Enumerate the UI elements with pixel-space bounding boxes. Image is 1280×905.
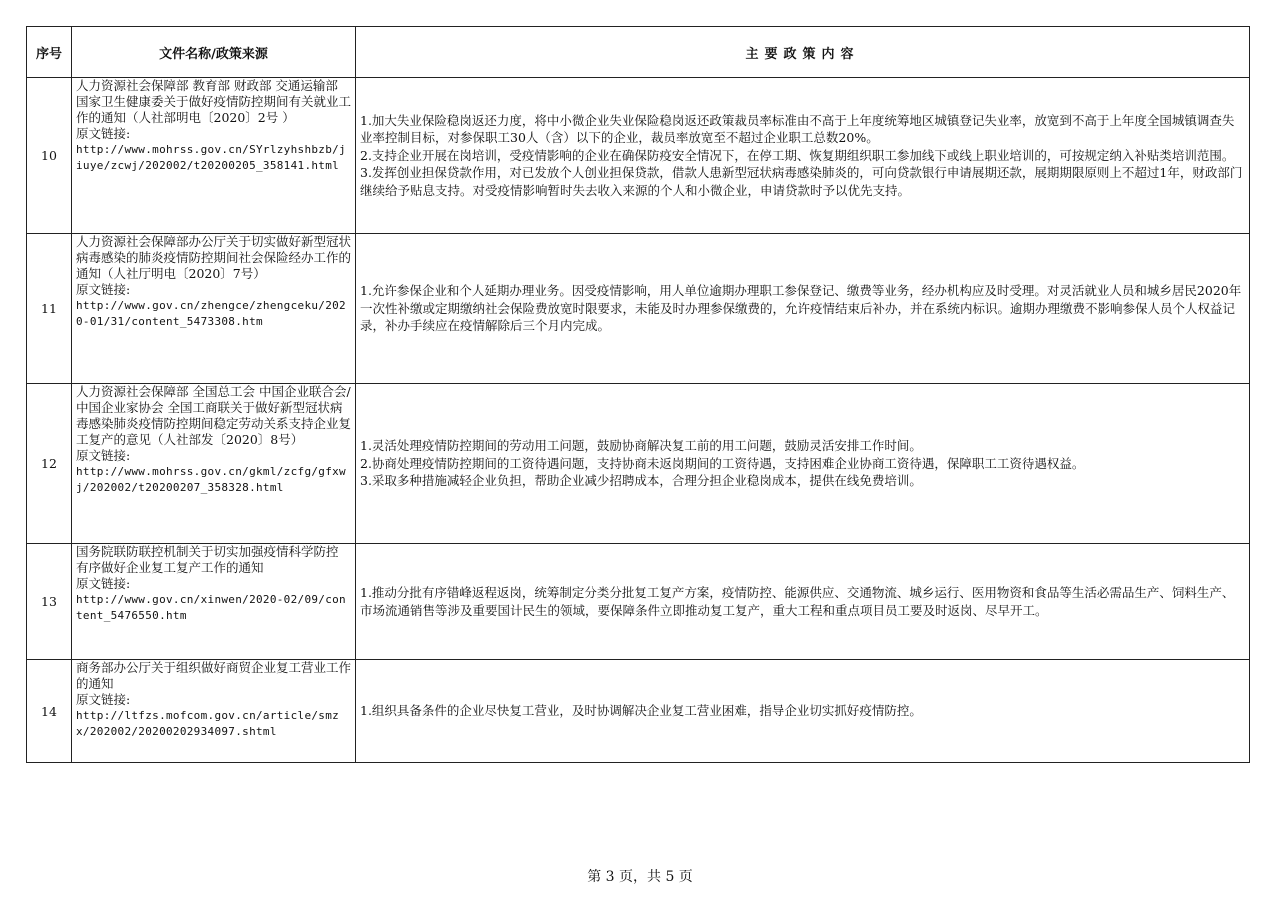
source-link-label: 原文链接: [76,282,131,297]
document-title: 商务部办公厅关于组织做好商贸企业复工营业工作的通知 [76,660,352,691]
policy-item: 3.采取多种措施减轻企业负担，帮助企业减少招聘成本，合理分担企业稳岗成本，提供在线免费培训。 [360,473,922,489]
policy-item: 1.允许参保企业和个人延期办理业务。因受疫情影响，用人单位逾期办理职工参保登记、缴费等业务，经办机构应及时受理。对灵活就业人员和城乡居民2020年一次性补缴或定期缴纳社会保险费放宽时限要求，未能及时办理参保缴费的，允许疫情结束后补办，并在系统内标识。逾期办理缴费不影响参保人员个人权益记录，补办手续应在疫情解除后三个月内完成。 [360,283,1242,334]
row-number: 13 [27,544,72,660]
source-cell [72,544,356,660]
source-link[interactable]: http://ltfzs.mofcom.gov.cn/article/smzx/202002/20200202934097.shtml [76,709,340,738]
source-cell [72,660,356,763]
document-title: 人力资源社会保障部 教育部 财政部 交通运输部 国家卫生健康委关于做好疫情防控期间有关就业工作的通知（人社部明电〔2020〕2号 ） [76,78,352,125]
source-link[interactable]: http://www.gov.cn/zhengce/zhengceku/2020-01/31/content_5473308.htm [76,299,346,328]
row-number: 14 [27,660,72,763]
policy-item: 1.组织具备条件的企业尽快复工营业，及时协调解决企业复工营业困难，指导企业切实抓好疫情防控。 [360,703,922,719]
source-link-label: 原文链接: [76,692,131,707]
document-title: 国务院联防联控机制关于切实加强疫情科学防控 有序做好企业复工复产工作的通知 [76,544,339,575]
table-header-row [27,27,1250,78]
policy-table [26,26,1250,763]
policy-item: 2.协商处理疫情防控期间的工资待遇问题，支持协商未返岗期间的工资待遇，支持困难企业协商工资待遇，保障职工工资待遇权益。 [360,455,1085,471]
source-link[interactable]: http://www.mohrss.gov.cn/gkml/zcfg/gfxwj/202002/t20200207_358328.html [76,465,346,494]
source-cell [72,78,356,234]
header-content: 主要政策内容 [356,27,1250,78]
policy-item: 3.发挥创业担保贷款作用，对已发放个人创业担保贷款，借款人患新型冠状病毒感染肺炎的，可向贷款银行申请展期还款，展期期限原则上不超过1年，财政部门继续给予贴息支持。对受疫情影响暂时失去收入来源的个人和小微企业，申请贷款时予以优先支持。 [360,165,1243,198]
document-title: 人力资源社会保障部 全国总工会 中国企业联合会/中国企业家协会 全国工商联关于做好新型冠状病毒感染肺炎疫情防控期间稳定劳动关系支持企业复工复产的意见（人社部发〔2020〕8号） [76,384,352,447]
content-cell [356,78,1250,234]
row-number: 12 [27,384,72,544]
content-cell [356,544,1250,660]
table-row [27,544,1250,660]
content-cell [356,234,1250,384]
policy-item: 1.灵活处理疫情防控期间的劳动用工问题，鼓励协商解决复工前的用工问题，鼓励灵活安排工作时间。 [360,438,922,454]
source-link[interactable]: http://www.mohrss.gov.cn/SYrlzyhshbzb/jiuye/zcwj/202002/t20200205_358141.html [76,143,346,172]
policy-item: 1.推动分批有序错峰返程返岗，统筹制定分类分批复工复产方案，疫情防控、能源供应、交通物流、城乡运行、医用物资和食品等生活必需品生产、饲料生产、市场流通销售等涉及重要国计民生的领域，要保障条件立即推动复工复产，重大工程和重点项目员工要及时返岗、尽早开工。 [360,585,1235,618]
policy-item: 2.支持企业开展在岗培训，受疫情影响的企业在确保防疫安全情况下，在停工期、恢复期组织职工参加线下或线上职业培训的，可按规定纳入补贴类培训范围。 [360,147,1235,163]
row-number: 11 [27,234,72,384]
source-cell [72,384,356,544]
table-row [27,78,1250,234]
row-number: 10 [27,78,72,234]
source-cell [72,234,356,384]
source-link-label: 原文链接: [76,126,131,141]
content-cell [356,384,1250,544]
source-link-label: 原文链接: [76,448,131,463]
document-title: 人力资源社会保障部办公厅关于切实做好新型冠状病毒感染的肺炎疫情防控期间社会保险经办工作的通知（人社厅明电〔2020〕7号） [76,234,352,281]
content-cell [356,660,1250,763]
page-footer: 第 3 页，共 5 页 [587,869,693,885]
table-row [27,234,1250,384]
policy-item: 1.加大失业保险稳岗返还力度，将中小微企业失业保险稳岗返还政策裁员率标准由不高于上年度统筹地区城镇登记失业率，放宽到不高于上年度全国城镇调查失业率控制目标，对参保职工30人（含）以下的企业，裁员率放宽至不超过企业职工总数20%。 [360,112,1235,146]
table-row [27,384,1250,544]
header-source: 文件名称/政策来源 [72,27,356,78]
source-link-label: 原文链接: [76,576,131,591]
header-number: 序号 [27,27,72,78]
table-row [27,660,1250,763]
source-link[interactable]: http://www.gov.cn/xinwen/2020-02/09/content_5476550.htm [76,593,346,622]
